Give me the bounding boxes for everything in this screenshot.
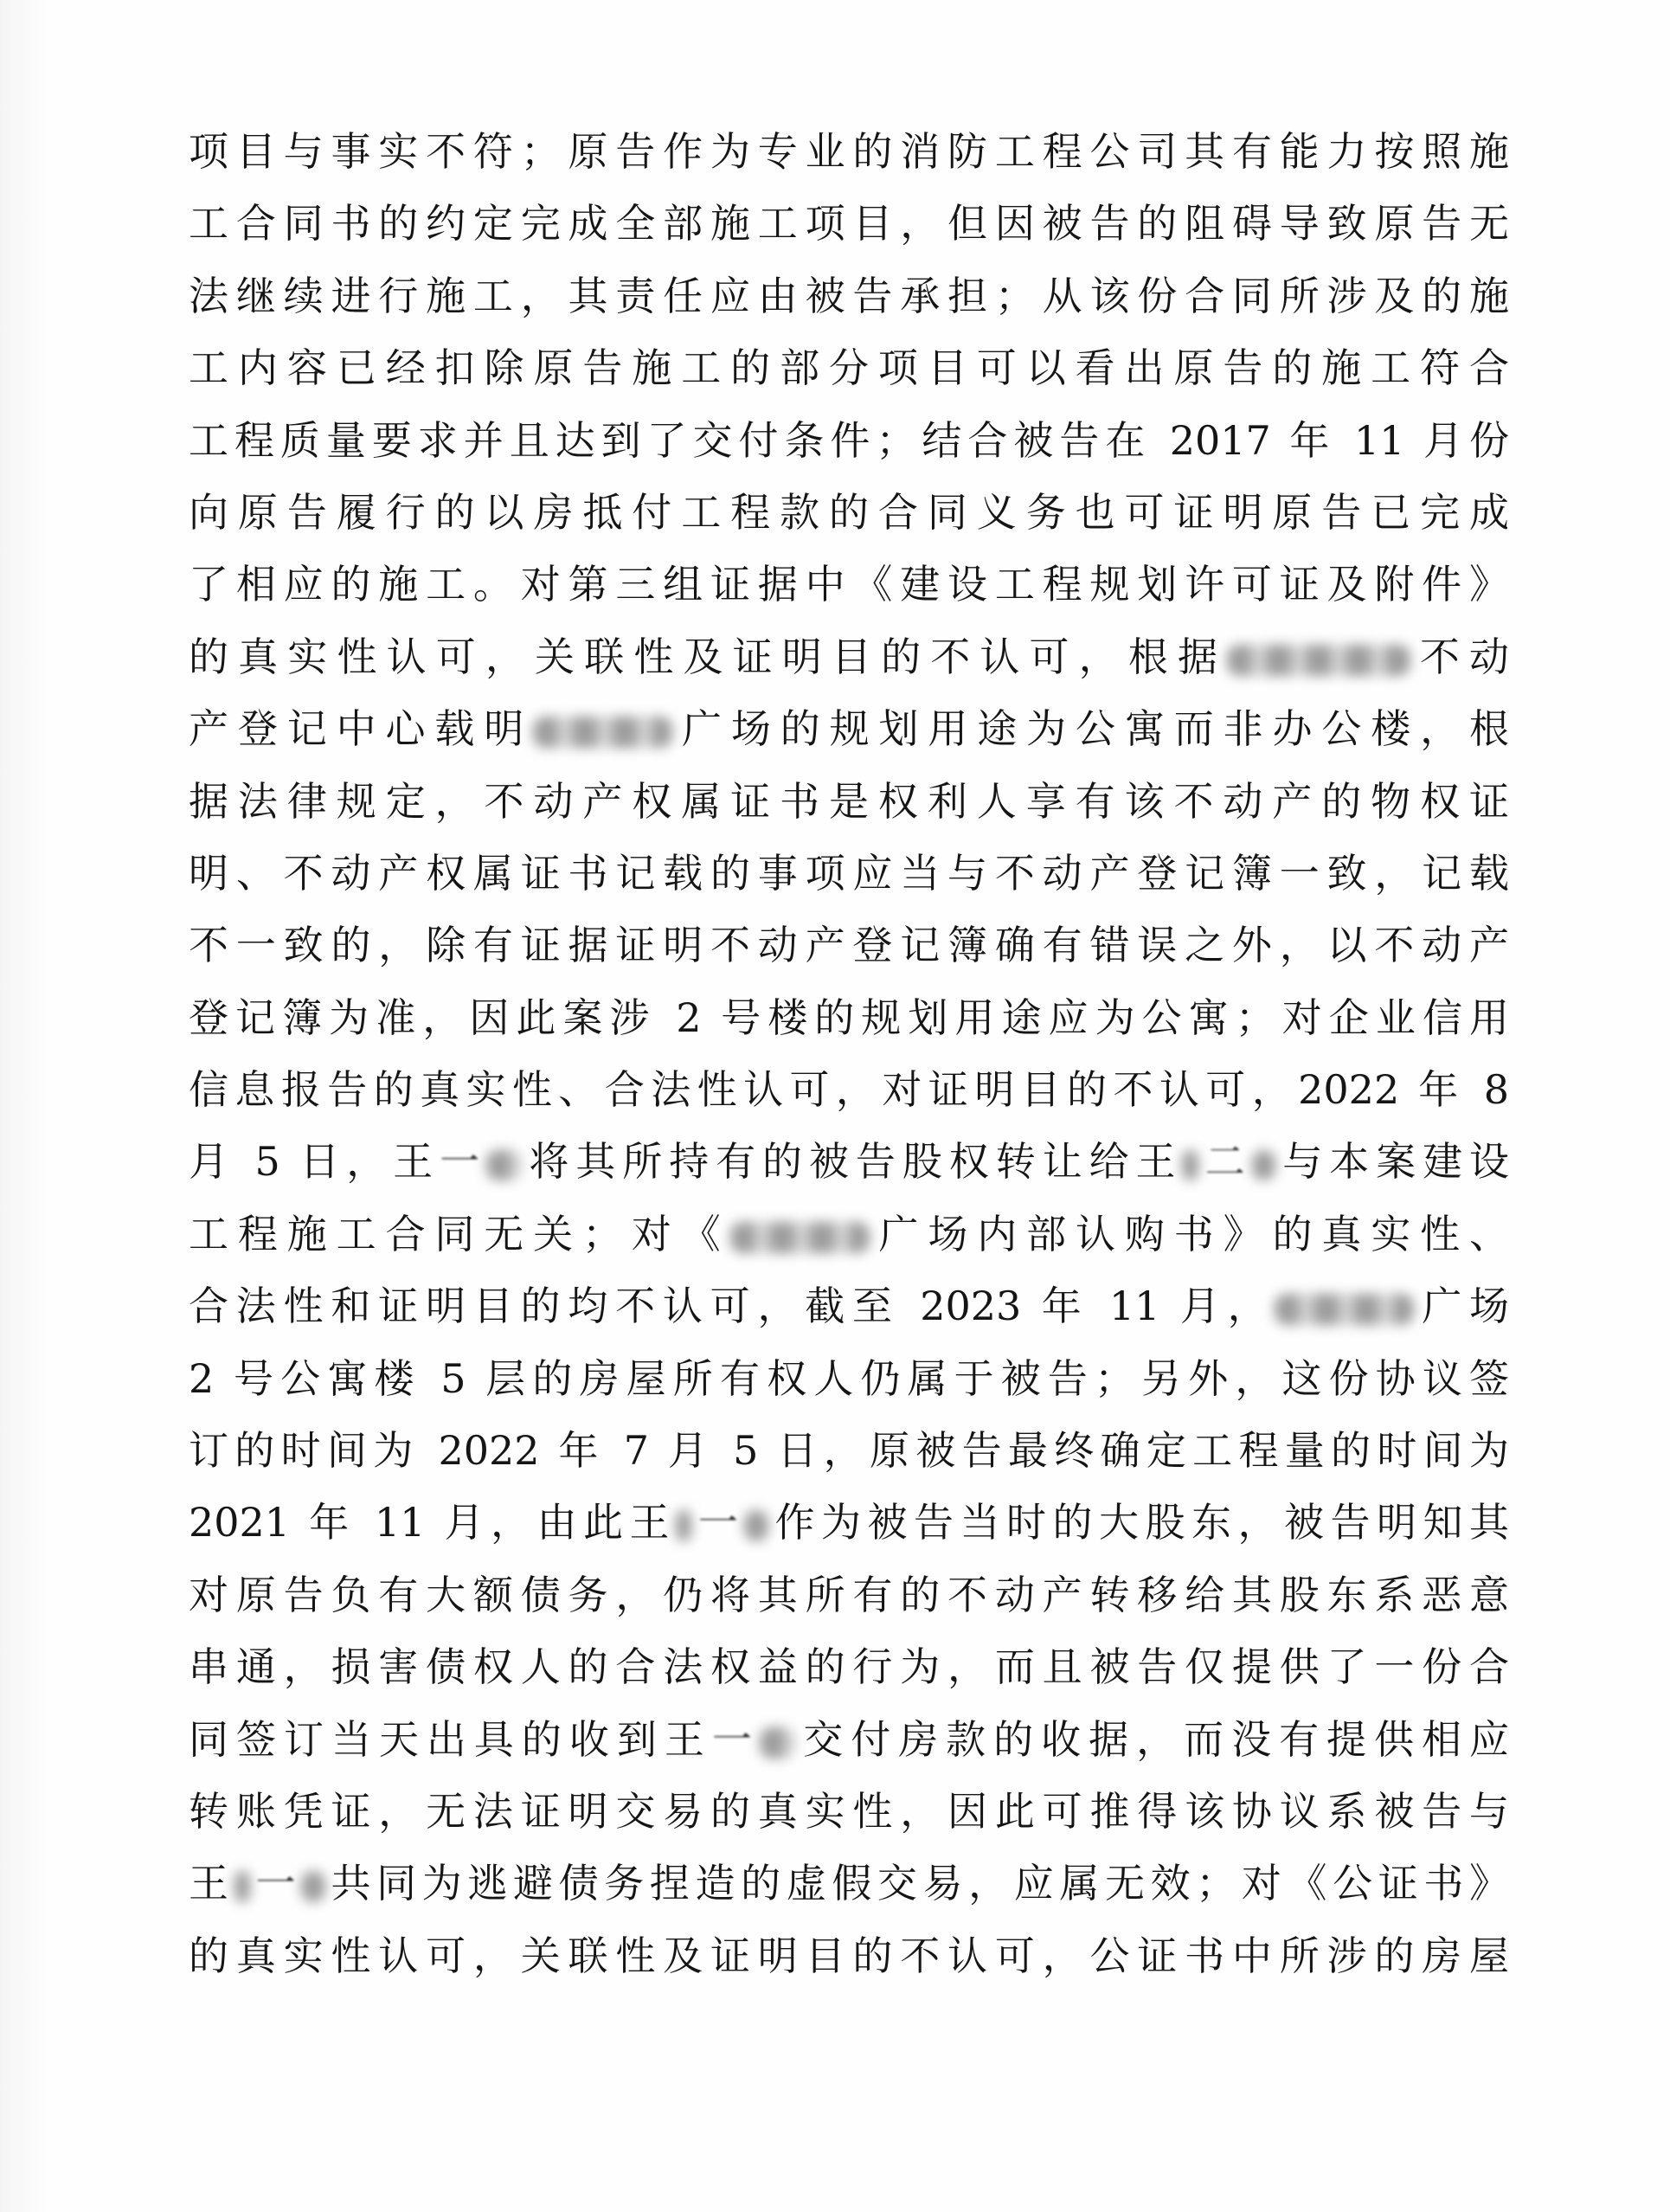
text-segment: 广场的规划用途为公寓而非办公楼，根 [672,705,1509,753]
text-segment: 2021 年 11 月，由此王 [189,1499,676,1546]
text-segment: 信息报告的真实性、合法性认可，对证明目的不认可，2022 年 8 [189,1066,1509,1114]
text-line [189,1704,1509,1776]
text-segment: 工内容已经扣除原告施工的部分项目可以看出原告的施工符合 [189,344,1509,392]
redaction-blur [744,1510,768,1541]
text-line [189,116,1509,188]
text-line [189,405,1509,477]
text-segment: 与本案建设 [1275,1138,1509,1186]
redaction-blur [730,1222,870,1253]
text-segment: 的真实性认可，关联性及证明目的不认可，根据 [189,633,1228,680]
redaction-blur [486,1150,522,1181]
redaction-blur [301,1871,325,1902]
redacted-name-fragment: 二 [1198,1138,1252,1186]
redaction-blur [533,717,672,748]
text-line [189,1126,1509,1198]
text-line [189,766,1509,838]
text-segment: 共同为逃避债务捏造的虚假交易，应属无效；对《公证书》 [324,1860,1509,1907]
text-segment: 登记簿为准，因此案涉 2 号楼的规划用途应为公寓；对企业信用 [189,993,1509,1041]
text-line [189,1848,1509,1919]
redaction-blur [1252,1150,1276,1181]
redaction-blur [1275,1294,1414,1325]
text-segment: 将其所持有的被告股权转让给王 [522,1138,1183,1186]
text-segment: 法继续进行施工，其责任应由被告承担；从该份合同所涉及的施 [189,272,1509,319]
redacted-name-fragment: 一 [440,1138,487,1186]
text-line [189,910,1509,981]
text-segment: 月 5 日，王 [189,1138,440,1186]
text-line [189,1920,1509,1992]
text-line [189,621,1509,693]
text-line [189,1054,1509,1126]
text-segment: 王 [189,1860,234,1907]
text-line [189,982,1509,1054]
text-segment: 作为被告当时的大股东，被告明知其 [768,1499,1509,1546]
text-line [189,1415,1509,1487]
text-line [189,477,1509,549]
text-line [189,1343,1509,1415]
redaction-blur [234,1871,250,1902]
text-segment: 广场 [1414,1283,1509,1330]
redaction-blur [1182,1150,1198,1181]
text-segment: 不动 [1410,633,1509,680]
text-line [189,1631,1509,1703]
text-segment: 工程质量要求并且达到了交付条件；结合被告在 2017 年 11 月份 [189,416,1509,464]
redacted-name-fragment: 一 [250,1860,302,1907]
text-segment: 同签订当天出具的收到王 [189,1715,712,1763]
text-line [189,1776,1509,1848]
text-line [189,838,1509,910]
text-segment: 产登记中心载明 [189,705,534,753]
redaction-blur [676,1510,691,1541]
text-line [189,260,1509,332]
text-segment: 不一致的，除有证据证明不动产登记簿确有错误之外，以不动产 [189,922,1509,969]
text-line [189,1559,1509,1631]
redaction-blur [760,1727,795,1759]
scan-edge-shadow [0,0,52,2212]
text-segment: 订的时间为 2022 年 7 月 5 日，原被告最终确定工程量的时间为 [189,1427,1509,1475]
text-segment: 合法性和证明目的均不认可，截至 2023 年 11 月， [189,1283,1275,1330]
text-segment: 明、不动产权属证书记载的事项应当与不动产登记簿一致，记载 [189,849,1509,897]
text-segment: 转账凭证，无法证明交易的真实性，因此可推得该协议系被告与 [189,1787,1509,1835]
text-line [189,188,1509,260]
text-segment: 交付房款的收据，而没有提供相应 [795,1715,1509,1763]
text-line [189,1270,1509,1342]
redacted-name-fragment: 一 [711,1715,760,1763]
text-segment: 广场内部认购书》的真实性、 [869,1210,1509,1257]
redacted-name-fragment: 一 [691,1499,745,1546]
text-segment: 工程施工合同无关；对《 [189,1210,730,1257]
document-body [189,116,1509,1992]
text-segment: 的真实性认可，关联性及证明目的不认可，公证书中所涉的房屋 [189,1932,1509,1979]
text-line [189,1487,1509,1559]
text-segment: 项目与事实不符；原告作为专业的消防工程公司其有能力按照施 [189,128,1509,175]
text-line [189,549,1509,621]
text-segment: 串通，损害债权人的合法权益的行为，而且被告仅提供了一份合 [189,1643,1509,1691]
text-line [189,1199,1509,1270]
redaction-blur [1227,645,1410,676]
text-segment: 工合同书的约定完成全部施工项目，但因被告的阻碍导致原告无 [189,200,1509,248]
text-segment: 据法律规定，不动产权属证书是权利人享有该不动产的物权证 [189,777,1509,825]
text-line [189,693,1509,765]
text-segment: 2 号公寓楼 5 层的房屋所有权人仍属于被告；另外，这份协议签 [189,1354,1509,1402]
text-segment: 向原告履行的以房抵付工程款的合同义务也可证明原告已完成 [189,488,1509,536]
text-segment: 了相应的施工。对第三组证据中《建设工程规划许可证及附件》 [189,561,1509,608]
text-segment: 对原告负有大额债务，仍将其所有的不动产转移给其股东系恶意 [189,1571,1509,1618]
text-line [189,332,1509,404]
